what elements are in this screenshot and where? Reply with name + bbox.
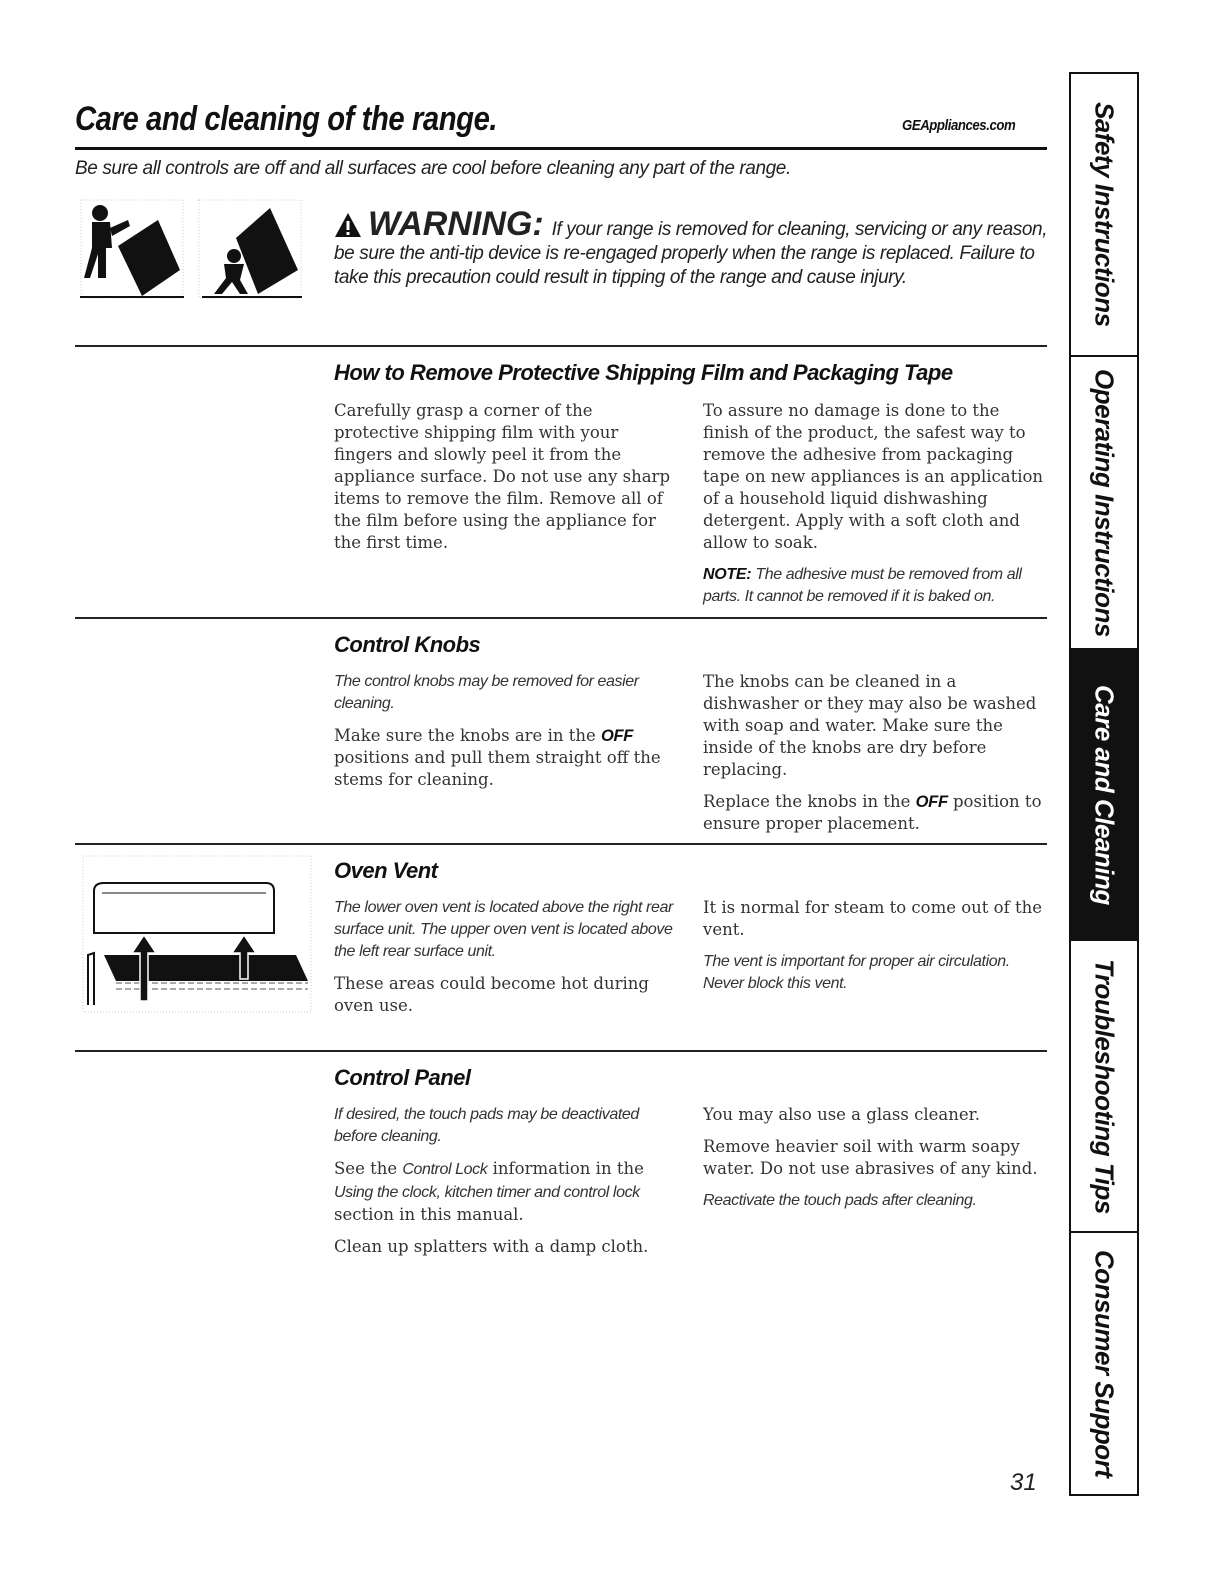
knobs-section-title: Control Knobs	[334, 632, 481, 657]
film-right-text: To assure no damage is done to the finish of the product, the safest way to remove the adhesive from packaging tape on new appliances is an application of a household liquid dishwashing detergent. Apply with a soft cloth and allow to soak.	[703, 401, 1044, 552]
warning-triangle-icon	[334, 212, 362, 238]
warning-block	[334, 205, 1050, 290]
knobs-left-text-b: positions and pull them straight off the stems for cleaning.	[334, 748, 661, 789]
tab-care-and-cleaning[interactable]	[1071, 650, 1137, 941]
oven-vent-illustration	[82, 855, 312, 1015]
section-divider	[75, 617, 1047, 619]
tab-consumer-support[interactable]	[1071, 1233, 1137, 1494]
note-label: NOTE:	[703, 566, 752, 583]
vent-section-title: Oven Vent	[334, 858, 438, 883]
tab-label: Care and Cleaning	[1089, 684, 1120, 905]
page-title: Care and cleaning of the range.	[75, 100, 498, 138]
tipping-range-adult-illustration	[80, 198, 185, 300]
website-url: GEAppliances.com	[902, 117, 1016, 134]
tab-label: Consumer Support	[1089, 1249, 1120, 1478]
side-tab-strip	[1069, 72, 1139, 1496]
intro-text: Be sure all controls are off and all surfaces are cool before cleaning any part of the range.	[75, 158, 791, 179]
vent-left-italic: The lower oven vent is located above the right rear surface unit. The upper oven vent is located above the left rear surface unit.	[334, 899, 673, 960]
vent-left-text: These areas could become hot during oven use.	[334, 974, 649, 1015]
header-rule	[75, 147, 1047, 150]
tab-safety-instructions[interactable]	[1071, 74, 1137, 357]
off-label: OFF	[600, 727, 634, 745]
film-section-title: How to Remove Protective Shipping Film and Packaging Tape	[334, 360, 953, 385]
knobs-left-italic: The control knobs may be removed for easier cleaning.	[334, 673, 639, 712]
panel-right-text-a: You may also use a glass cleaner.	[703, 1105, 980, 1124]
note-text: The adhesive must be removed from all parts. It cannot be removed if it is baked on.	[703, 566, 1022, 605]
knobs-left-column	[334, 671, 679, 801]
using-clock-ref: Using the clock, kitchen timer and control lock	[334, 1184, 640, 1201]
control-lock-ref: Control Lock	[402, 1161, 488, 1178]
warning-heading: WARNING:	[368, 205, 544, 243]
tab-label: Safety Instructions	[1089, 102, 1120, 327]
knobs-left-text-a: Make sure the knobs are in the	[334, 726, 601, 745]
off-label: OFF	[915, 793, 948, 811]
panel-left-column	[334, 1104, 679, 1268]
section-divider	[75, 1050, 1047, 1052]
film-left-column	[334, 400, 679, 564]
tab-label: Troubleshooting Tips	[1089, 958, 1120, 1214]
panel-right-column	[703, 1104, 1048, 1222]
panel-left-text-c: section in this manual.	[334, 1205, 524, 1224]
vent-left-column	[334, 897, 679, 1027]
panel-left-text-b: information in the	[487, 1159, 644, 1178]
section-divider	[75, 345, 1047, 347]
vent-right-column	[703, 897, 1048, 1005]
tab-troubleshooting-tips[interactable]	[1071, 941, 1137, 1233]
knobs-right-text-b: position to ensure proper placement.	[703, 792, 1042, 833]
page-number: 31	[1010, 1469, 1037, 1496]
tab-label: Operating Instructions	[1089, 368, 1120, 637]
warning-text: If your range is removed for cleaning, servicing or any reason, be sure the anti-tip device is re-engaged properly when the range is replaced. Failure to take this precaution could result in tipping of the range and cause injury.	[334, 219, 1048, 288]
section-divider	[75, 843, 1047, 845]
knobs-right-text-a: Replace the knobs in the	[703, 792, 916, 811]
vent-right-italic: The vent is important for proper air circulation. Never block this vent.	[703, 953, 1010, 992]
tab-operating-instructions[interactable]	[1071, 357, 1137, 650]
vent-right-text: It is normal for steam to come out of the vent.	[703, 898, 1042, 939]
panel-right-italic: Reactivate the touch pads after cleaning.	[703, 1192, 977, 1209]
panel-left-italic: If desired, the touch pads may be deactivated before cleaning.	[334, 1106, 639, 1145]
film-left-text: Carefully grasp a corner of the protective shipping film with your fingers and slowly peel it from the appliance surface. Do not use any sharp items to remove the film. Remove all of the film before using the appliance for the first time.	[334, 401, 671, 552]
knobs-right-column	[703, 671, 1048, 845]
panel-section-title: Control Panel	[334, 1065, 471, 1090]
panel-right-text-b: Remove heavier soil with warm soapy water. Do not use abrasives of any kind.	[703, 1137, 1038, 1178]
film-right-column	[703, 400, 1048, 618]
tipping-range-child-illustration	[198, 198, 303, 300]
panel-left-text-d: Clean up splatters with a damp cloth.	[334, 1237, 649, 1256]
knobs-right-text: The knobs can be cleaned in a dishwasher or they may also be washed with soap and water. Make sure the inside of the knobs are dry before replacing.	[703, 672, 1037, 779]
panel-left-text-a: See the	[334, 1159, 403, 1178]
